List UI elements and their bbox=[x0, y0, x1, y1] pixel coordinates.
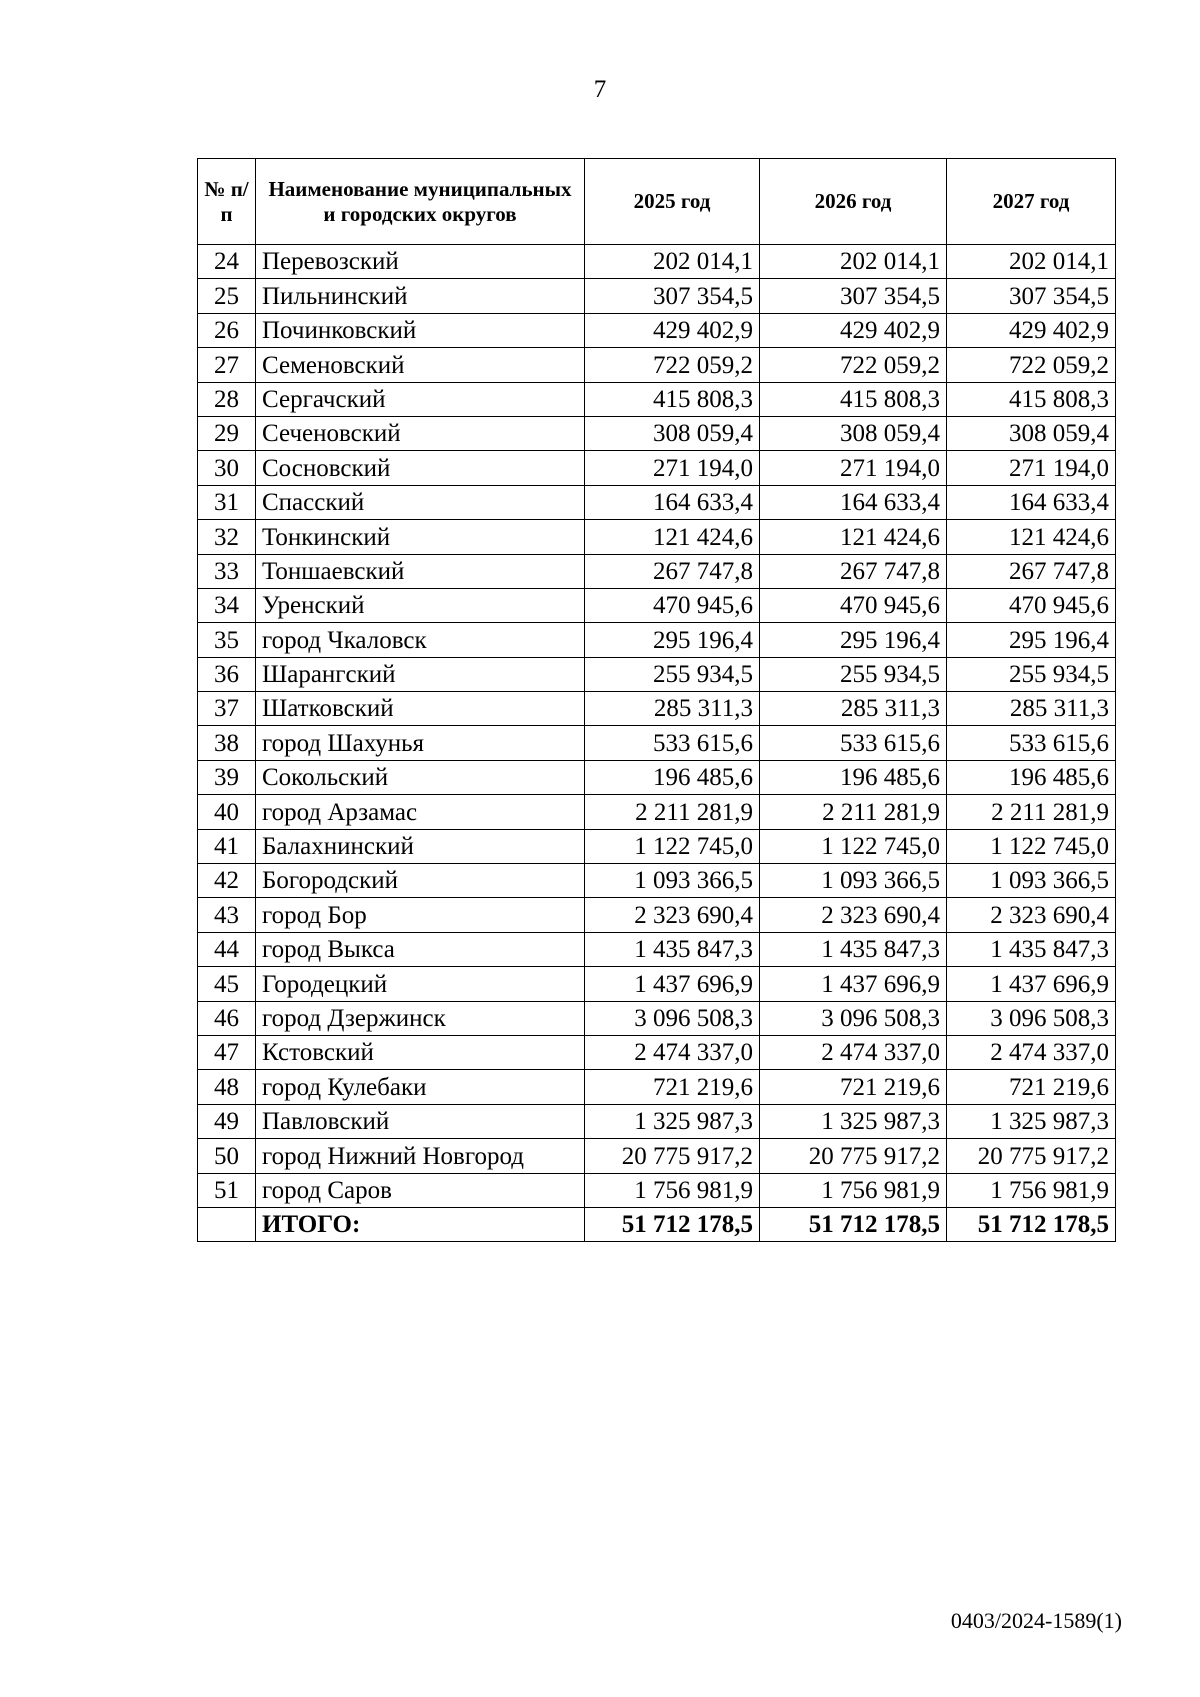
row-name: Сеченовский bbox=[256, 416, 585, 450]
row-value-2026: 415 808,3 bbox=[760, 382, 947, 416]
row-value-2026: 1 435 847,3 bbox=[760, 932, 947, 966]
row-value-2027: 1 435 847,3 bbox=[947, 932, 1116, 966]
row-value-2025: 271 194,0 bbox=[585, 451, 760, 485]
row-name: Тоншаевский bbox=[256, 554, 585, 588]
row-value-2027: 1 756 981,9 bbox=[947, 1173, 1116, 1207]
row-num: 26 bbox=[198, 313, 256, 347]
row-num: 43 bbox=[198, 898, 256, 932]
row-value-2027: 3 096 508,3 bbox=[947, 1001, 1116, 1035]
row-name: Городецкий bbox=[256, 967, 585, 1001]
table-row bbox=[198, 898, 1116, 932]
row-name: Уренский bbox=[256, 588, 585, 622]
row-value-2026: 721 219,6 bbox=[760, 1070, 947, 1104]
row-value-2027: 307 354,5 bbox=[947, 279, 1116, 313]
row-value-2027: 121 424,6 bbox=[947, 520, 1116, 554]
header-2027: 2027 год bbox=[947, 159, 1116, 245]
row-num: 27 bbox=[198, 348, 256, 382]
table-row bbox=[198, 1001, 1116, 1035]
total-2027: 51 712 178,5 bbox=[947, 1207, 1116, 1241]
row-value-2025: 2 211 281,9 bbox=[585, 795, 760, 829]
row-value-2026: 164 633,4 bbox=[760, 485, 947, 519]
row-value-2026: 285 311,3 bbox=[760, 692, 947, 726]
row-value-2027: 196 485,6 bbox=[947, 760, 1116, 794]
row-value-2027: 20 775 917,2 bbox=[947, 1139, 1116, 1173]
row-value-2026: 308 059,4 bbox=[760, 416, 947, 450]
row-value-2026: 271 194,0 bbox=[760, 451, 947, 485]
table-row bbox=[198, 657, 1116, 691]
row-name: город Выкса bbox=[256, 932, 585, 966]
row-value-2025: 415 808,3 bbox=[585, 382, 760, 416]
table-row bbox=[198, 313, 1116, 347]
row-num: 40 bbox=[198, 795, 256, 829]
row-num: 48 bbox=[198, 1070, 256, 1104]
row-value-2025: 255 934,5 bbox=[585, 657, 760, 691]
row-value-2026: 307 354,5 bbox=[760, 279, 947, 313]
total-2026: 51 712 178,5 bbox=[760, 1207, 947, 1241]
row-num: 24 bbox=[198, 245, 256, 279]
row-value-2027: 429 402,9 bbox=[947, 313, 1116, 347]
row-value-2026: 295 196,4 bbox=[760, 623, 947, 657]
row-num: 49 bbox=[198, 1104, 256, 1138]
row-name: Сергачский bbox=[256, 382, 585, 416]
header-name: Наименование муниципальных и городских округов bbox=[256, 159, 585, 245]
table-row bbox=[198, 485, 1116, 519]
row-value-2027: 202 014,1 bbox=[947, 245, 1116, 279]
row-value-2026: 1 437 696,9 bbox=[760, 967, 947, 1001]
table-row bbox=[198, 348, 1116, 382]
table-row bbox=[198, 588, 1116, 622]
row-value-2027: 285 311,3 bbox=[947, 692, 1116, 726]
row-value-2027: 255 934,5 bbox=[947, 657, 1116, 691]
row-name: город Чкаловск bbox=[256, 623, 585, 657]
header-2026: 2026 год bbox=[760, 159, 947, 245]
row-num: 42 bbox=[198, 864, 256, 898]
row-num: 45 bbox=[198, 967, 256, 1001]
row-value-2027: 267 747,8 bbox=[947, 554, 1116, 588]
row-name: Перевозский bbox=[256, 245, 585, 279]
row-name: Павловский bbox=[256, 1104, 585, 1138]
row-name: Шарангский bbox=[256, 657, 585, 691]
row-num: 37 bbox=[198, 692, 256, 726]
row-value-2025: 721 219,6 bbox=[585, 1070, 760, 1104]
row-name: город Дзержинск bbox=[256, 1001, 585, 1035]
row-value-2025: 285 311,3 bbox=[585, 692, 760, 726]
table-row bbox=[198, 554, 1116, 588]
row-value-2025: 202 014,1 bbox=[585, 245, 760, 279]
row-value-2027: 164 633,4 bbox=[947, 485, 1116, 519]
row-name: город Нижний Новгород bbox=[256, 1139, 585, 1173]
row-num: 36 bbox=[198, 657, 256, 691]
row-name: Шатковский bbox=[256, 692, 585, 726]
row-value-2025: 3 096 508,3 bbox=[585, 1001, 760, 1035]
row-value-2026: 267 747,8 bbox=[760, 554, 947, 588]
row-value-2025: 2 474 337,0 bbox=[585, 1035, 760, 1069]
page-number: 7 bbox=[593, 76, 607, 103]
row-num: 50 bbox=[198, 1139, 256, 1173]
row-name: Кстовский bbox=[256, 1035, 585, 1069]
budget-table bbox=[197, 158, 1116, 1242]
table-row bbox=[198, 382, 1116, 416]
row-value-2026: 722 059,2 bbox=[760, 348, 947, 382]
table-row bbox=[198, 451, 1116, 485]
table-header bbox=[198, 159, 1116, 245]
table-row bbox=[198, 829, 1116, 863]
table-row bbox=[198, 932, 1116, 966]
header-row bbox=[198, 159, 1116, 245]
row-name: Семеновский bbox=[256, 348, 585, 382]
row-value-2027: 2 474 337,0 bbox=[947, 1035, 1116, 1069]
row-value-2026: 196 485,6 bbox=[760, 760, 947, 794]
row-value-2025: 722 059,2 bbox=[585, 348, 760, 382]
row-num: 28 bbox=[198, 382, 256, 416]
row-value-2026: 2 323 690,4 bbox=[760, 898, 947, 932]
table-row bbox=[198, 1173, 1116, 1207]
row-value-2025: 164 633,4 bbox=[585, 485, 760, 519]
table-row bbox=[198, 692, 1116, 726]
row-num: 29 bbox=[198, 416, 256, 450]
table-row bbox=[198, 623, 1116, 657]
row-num: 32 bbox=[198, 520, 256, 554]
row-value-2027: 533 615,6 bbox=[947, 726, 1116, 760]
row-value-2027: 415 808,3 bbox=[947, 382, 1116, 416]
row-name: Сокольский bbox=[256, 760, 585, 794]
table-row bbox=[198, 967, 1116, 1001]
row-name: Богородский bbox=[256, 864, 585, 898]
row-value-2025: 295 196,4 bbox=[585, 623, 760, 657]
row-num: 47 bbox=[198, 1035, 256, 1069]
table-body bbox=[198, 245, 1116, 1208]
row-value-2027: 2 323 690,4 bbox=[947, 898, 1116, 932]
row-num: 35 bbox=[198, 623, 256, 657]
row-name: Спасский bbox=[256, 485, 585, 519]
row-value-2027: 2 211 281,9 bbox=[947, 795, 1116, 829]
row-value-2025: 1 435 847,3 bbox=[585, 932, 760, 966]
row-num: 51 bbox=[198, 1173, 256, 1207]
row-value-2025: 1 325 987,3 bbox=[585, 1104, 760, 1138]
table-row bbox=[198, 279, 1116, 313]
total-num-cell bbox=[198, 1207, 256, 1241]
row-name: Сосновский bbox=[256, 451, 585, 485]
row-value-2025: 20 775 917,2 bbox=[585, 1139, 760, 1173]
row-num: 33 bbox=[198, 554, 256, 588]
row-value-2027: 1 093 366,5 bbox=[947, 864, 1116, 898]
row-value-2026: 533 615,6 bbox=[760, 726, 947, 760]
row-name: город Шахунья bbox=[256, 726, 585, 760]
table-footer bbox=[198, 1207, 1116, 1241]
row-name: Балахнинский bbox=[256, 829, 585, 863]
row-value-2026: 121 424,6 bbox=[760, 520, 947, 554]
row-value-2026: 20 775 917,2 bbox=[760, 1139, 947, 1173]
row-num: 38 bbox=[198, 726, 256, 760]
row-value-2026: 470 945,6 bbox=[760, 588, 947, 622]
document-code: 0403/2024-1589(1) bbox=[950, 1608, 1122, 1633]
row-value-2026: 255 934,5 bbox=[760, 657, 947, 691]
row-value-2027: 1 437 696,9 bbox=[947, 967, 1116, 1001]
row-num: 34 bbox=[198, 588, 256, 622]
row-name: город Кулебаки bbox=[256, 1070, 585, 1104]
row-name: Починковский bbox=[256, 313, 585, 347]
row-num: 30 bbox=[198, 451, 256, 485]
row-value-2025: 1 756 981,9 bbox=[585, 1173, 760, 1207]
row-value-2027: 1 325 987,3 bbox=[947, 1104, 1116, 1138]
row-value-2025: 121 424,6 bbox=[585, 520, 760, 554]
row-value-2026: 1 122 745,0 bbox=[760, 829, 947, 863]
row-value-2025: 1 122 745,0 bbox=[585, 829, 760, 863]
row-value-2025: 267 747,8 bbox=[585, 554, 760, 588]
total-2025: 51 712 178,5 bbox=[585, 1207, 760, 1241]
row-value-2025: 196 485,6 bbox=[585, 760, 760, 794]
row-value-2027: 271 194,0 bbox=[947, 451, 1116, 485]
table-row bbox=[198, 795, 1116, 829]
row-value-2026: 2 211 281,9 bbox=[760, 795, 947, 829]
row-value-2025: 308 059,4 bbox=[585, 416, 760, 450]
row-name: город Саров bbox=[256, 1173, 585, 1207]
row-num: 44 bbox=[198, 932, 256, 966]
row-value-2026: 1 756 981,9 bbox=[760, 1173, 947, 1207]
table-row bbox=[198, 416, 1116, 450]
row-name: Тонкинский bbox=[256, 520, 585, 554]
table-row bbox=[198, 726, 1116, 760]
row-name: город Арзамас bbox=[256, 795, 585, 829]
row-value-2027: 721 219,6 bbox=[947, 1070, 1116, 1104]
row-value-2025: 2 323 690,4 bbox=[585, 898, 760, 932]
row-num: 25 bbox=[198, 279, 256, 313]
table-row bbox=[198, 245, 1116, 279]
row-name: город Бор bbox=[256, 898, 585, 932]
row-value-2025: 429 402,9 bbox=[585, 313, 760, 347]
row-value-2027: 470 945,6 bbox=[947, 588, 1116, 622]
table-row bbox=[198, 864, 1116, 898]
row-value-2025: 533 615,6 bbox=[585, 726, 760, 760]
row-value-2025: 1 437 696,9 bbox=[585, 967, 760, 1001]
header-num: № п/п bbox=[198, 159, 256, 245]
row-value-2027: 308 059,4 bbox=[947, 416, 1116, 450]
total-label: ИТОГО: bbox=[256, 1207, 585, 1241]
row-value-2026: 1 325 987,3 bbox=[760, 1104, 947, 1138]
total-row bbox=[198, 1207, 1116, 1241]
row-value-2025: 470 945,6 bbox=[585, 588, 760, 622]
row-value-2027: 1 122 745,0 bbox=[947, 829, 1116, 863]
row-value-2026: 3 096 508,3 bbox=[760, 1001, 947, 1035]
row-value-2026: 429 402,9 bbox=[760, 313, 947, 347]
table-row bbox=[198, 1139, 1116, 1173]
row-num: 31 bbox=[198, 485, 256, 519]
row-value-2027: 295 196,4 bbox=[947, 623, 1116, 657]
row-value-2026: 202 014,1 bbox=[760, 245, 947, 279]
table-row bbox=[198, 1104, 1116, 1138]
row-value-2025: 307 354,5 bbox=[585, 279, 760, 313]
header-2025: 2025 год bbox=[585, 159, 760, 245]
row-name: Пильнинский bbox=[256, 279, 585, 313]
table-row bbox=[198, 760, 1116, 794]
row-num: 41 bbox=[198, 829, 256, 863]
row-value-2025: 1 093 366,5 bbox=[585, 864, 760, 898]
row-value-2027: 722 059,2 bbox=[947, 348, 1116, 382]
table-row bbox=[198, 520, 1116, 554]
table-row bbox=[198, 1035, 1116, 1069]
table-row bbox=[198, 1070, 1116, 1104]
row-value-2026: 2 474 337,0 bbox=[760, 1035, 947, 1069]
row-num: 39 bbox=[198, 760, 256, 794]
row-num: 46 bbox=[198, 1001, 256, 1035]
row-value-2026: 1 093 366,5 bbox=[760, 864, 947, 898]
